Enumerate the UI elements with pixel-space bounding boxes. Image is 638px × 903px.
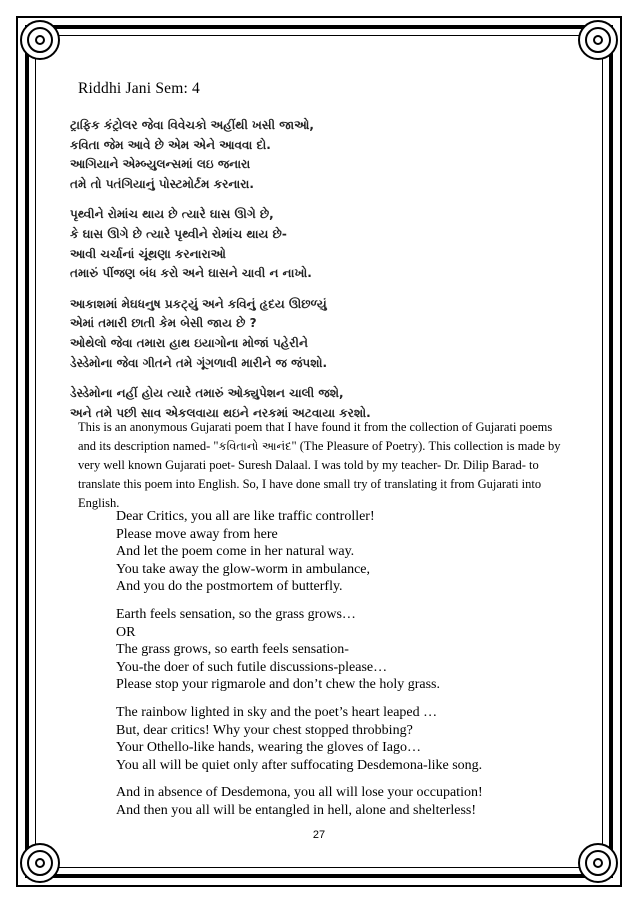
english-poem-line: You all will be quiet only after suffocating Desdemona-like song. bbox=[116, 757, 483, 773]
english-poem-stanza bbox=[116, 606, 566, 694]
english-poem-line: You-the doer of such futile discussions-please… bbox=[116, 659, 388, 675]
gujarati-poem-stanza bbox=[70, 205, 570, 283]
gujarati-poem bbox=[70, 116, 570, 434]
intro-text-part1: This is an anonymous Gujarati poem that I have found it from the collection of Gujarati poems and its description named- " bbox=[78, 420, 553, 453]
gujarati-poem-line: તમારું પીંજણ બંધ કરો અને ઘાસને ચાવી ન નાખો. bbox=[70, 266, 312, 281]
gujarati-poem-line: એમાં તમારી છાતી કેમ બેસી જાય છે ? bbox=[70, 316, 257, 331]
english-poem bbox=[116, 508, 566, 830]
gujarati-poem-line: ડેસ્ડેમોના નહીં હોય ત્યારે તમારું ઓક્યુપેશન ચાલી જશે, bbox=[70, 386, 344, 401]
english-poem-stanza bbox=[116, 508, 566, 596]
intro-paragraph bbox=[78, 418, 566, 513]
english-poem-line: OR bbox=[116, 624, 136, 640]
english-poem-line: Your Othello-like hands, wearing the gloves of Iago… bbox=[116, 740, 421, 756]
english-poem-line: And you do the postmortem of butterfly. bbox=[116, 579, 343, 595]
english-poem-line: Please move away from here bbox=[116, 526, 278, 542]
gujarati-poem-line: અને તમે પછી સાવ એકલવાયા થઇને નરકમાં અટવાયા કરશો. bbox=[70, 405, 371, 420]
gujarati-poem-line: તમે તો પતંગિયાનું પોસ્ટમોર્ટમ કરનારા. bbox=[70, 176, 254, 191]
gujarati-poem-line: આવી ચર્ચાનાં ચૂંથણા કરનારાઓ bbox=[70, 246, 226, 261]
english-poem-line: Earth feels sensation, so the grass grows… bbox=[116, 606, 356, 622]
gujarati-poem-line: ટ્રાફિક કંટ્રોલર જેવા વિવેચકો અહીંથી ખસી જાઓ, bbox=[70, 118, 314, 132]
author-header: Riddhi Jani Sem: 4 bbox=[78, 80, 201, 97]
corner-ornament-icon bbox=[20, 843, 60, 883]
gujarati-poem-line: ઓથેલો જેવા તમારા હાથ ઇયાગોના મોજાં પહેરીને bbox=[70, 335, 308, 350]
gujarati-poem-line: આગિયાને એમ્બ્યુલન્સમાં લઇ જનારા bbox=[70, 157, 251, 172]
gujarati-poem-stanza bbox=[70, 295, 570, 373]
corner-ornament-icon bbox=[578, 20, 618, 60]
page-number: 27 bbox=[312, 829, 326, 841]
corner-ornament-icon bbox=[578, 843, 618, 883]
english-poem-line: The grass grows, so earth feels sensation- bbox=[116, 642, 349, 658]
english-poem-line: But, dear critics! Why your chest stopped throbbing? bbox=[116, 722, 413, 738]
intro-text-part2: " (The Pleasure of Poetry). This collection is made by very well known Gujarati poet- Suresh Dalaal. I was told by my teacher- Dr. Dilip Barad- to translate this poem into English. So, I have done small try of translating it from Gujarati into English. bbox=[78, 439, 561, 510]
english-poem-line: Please stop your rigmarole and don’t chew the holy grass. bbox=[116, 677, 441, 693]
gujarati-poem-line: ડેસ્ડેમોના જેવા ગીતને તમે ગૂંગળાવી મારીને જ જંપશો. bbox=[70, 355, 328, 370]
gujarati-poem-stanza bbox=[70, 116, 570, 194]
intro-gujarati-title: કવિતાનો આનંદ bbox=[218, 439, 292, 453]
gujarati-poem-line: આકાશમાં મેઘધનુષ પ્રકટ્યું અને કવિનું હૃદય ઊછળ્યું bbox=[70, 296, 327, 311]
english-poem-stanza bbox=[116, 784, 566, 819]
english-poem-stanza bbox=[116, 704, 566, 774]
corner-ornament-icon bbox=[20, 20, 60, 60]
gujarati-poem-line: પૃથ્વીને રોમાંચ થાય છે ત્યારે ઘાસ ઊગે છે, bbox=[70, 207, 274, 222]
gujarati-poem-line: કે ઘાસ ઊગે છે ત્યારે પૃથ્વીને રોમાંચ થાય છે- bbox=[70, 226, 287, 241]
english-poem-line: And in absence of Desdemona, you all will lose your occupation! bbox=[116, 785, 483, 801]
english-poem-line: You take away the glow-worm in ambulance, bbox=[116, 561, 371, 577]
english-poem-line: And let the poem come in her natural way. bbox=[116, 544, 355, 560]
gujarati-poem-line: કવિતા જેમ આવે છે એમ એને આવવા દો. bbox=[70, 137, 271, 152]
english-poem-line: And then you all will be entangled in hell, alone and shelterless! bbox=[116, 802, 477, 818]
english-poem-line: Dear Critics, you all are like traffic controller! bbox=[116, 509, 375, 524]
english-poem-line: The rainbow lighted in sky and the poet’s heart leaped … bbox=[116, 704, 438, 720]
